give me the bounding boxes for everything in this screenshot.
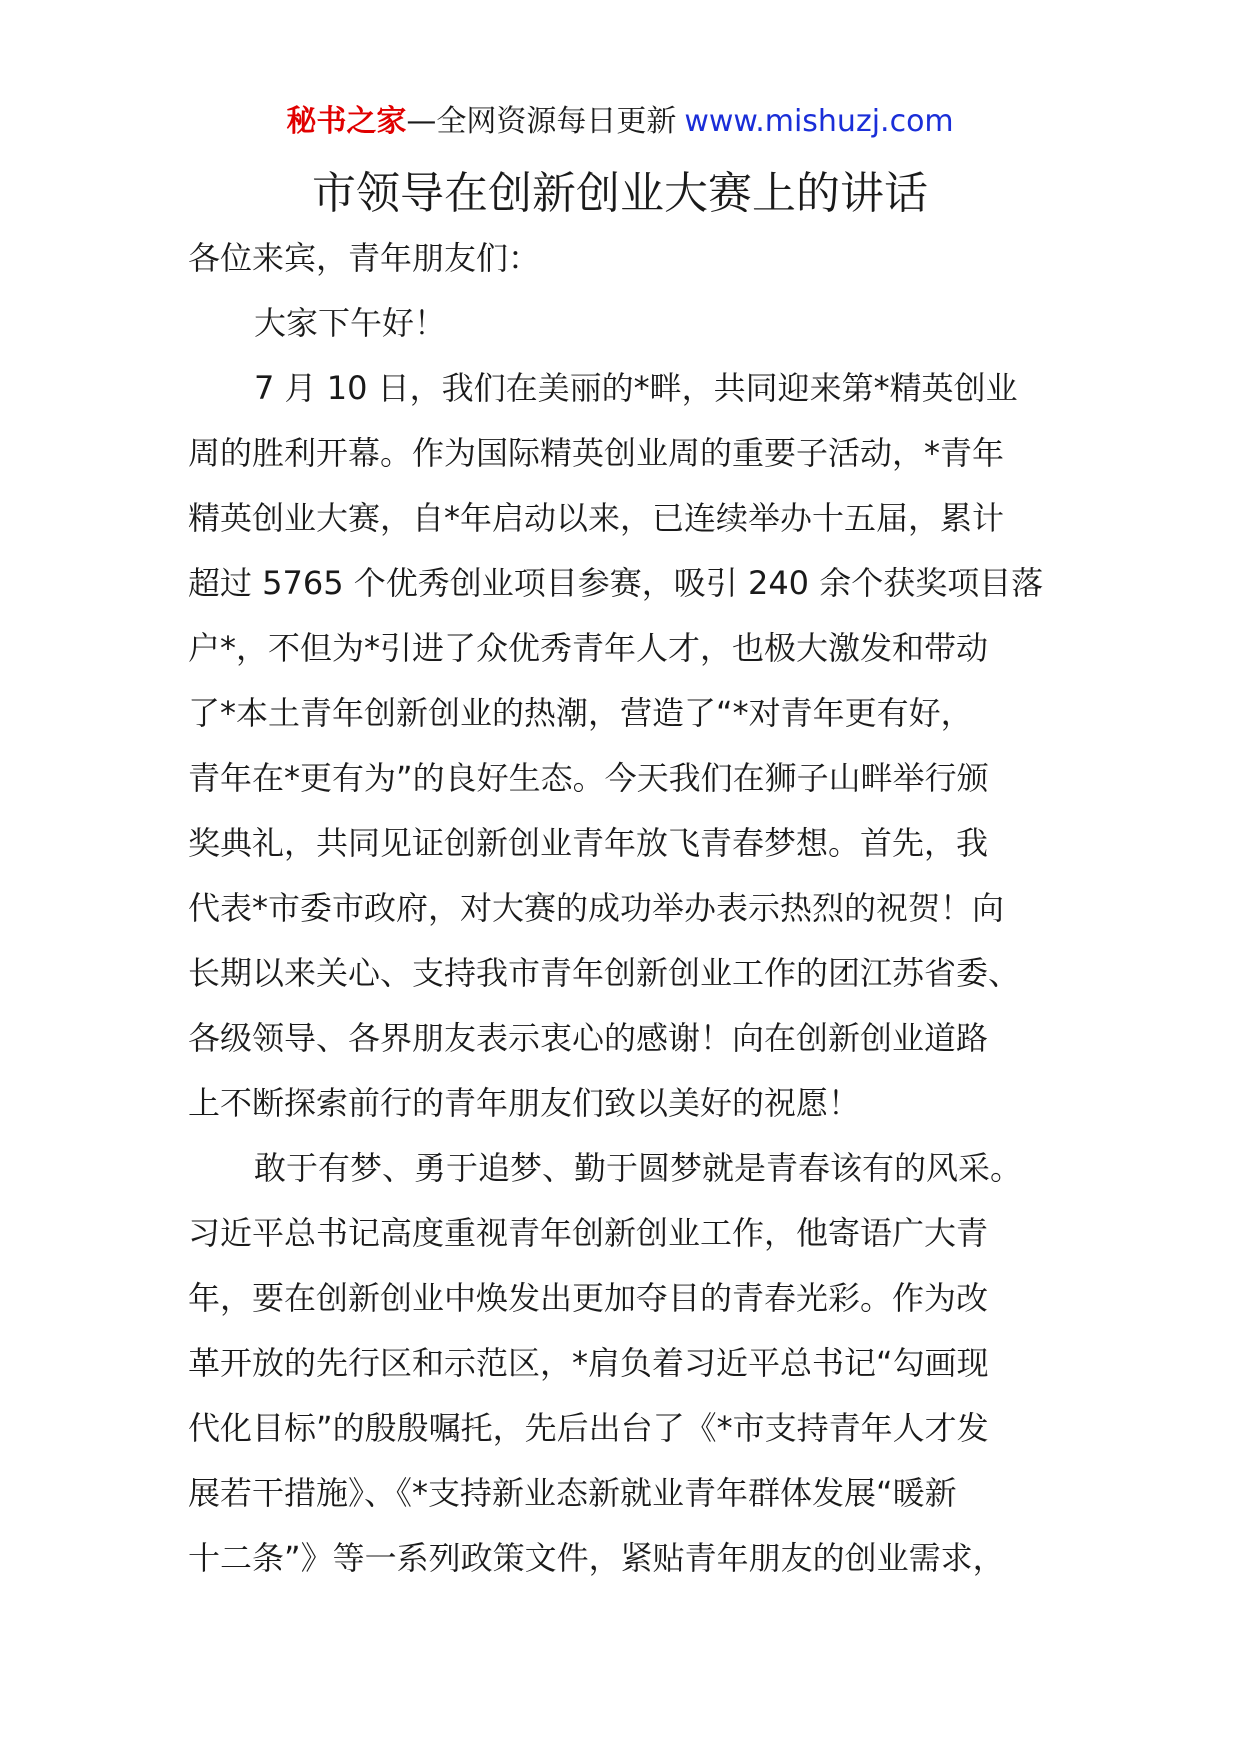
paragraph-line: 十二条”》等一系列政策文件，紧贴青年朋友的创业需求， (188, 1539, 1005, 1577)
site-tagline: —全网资源每日更新 (406, 104, 677, 139)
paragraph-line: 青年在*更有为”的良好生态。今天我们在狮子山畔举行颁 (188, 759, 989, 797)
paragraph-line: 革开放的先行区和示范区，*肩负着习近平总书记“勾画现 (188, 1344, 989, 1382)
paragraph-line: 上不断探索前行的青年朋友们致以美好的祝愿！ (188, 1084, 861, 1122)
paragraph-line: 了*本土青年创新创业的热潮，营造了“*对青年更有好， (188, 694, 973, 732)
paragraph-line: 精英创业大赛，自*年启动以来，已连续举办十五届，累计 (188, 499, 1005, 537)
document-title: 市领导在创新创业大赛上的讲话 (312, 168, 928, 219)
salutation-line: 各位来宾，青年朋友们： (188, 239, 541, 277)
paragraph-line: 7 月 10 日，我们在美丽的*畔，共同迎来第*精英创业 (254, 369, 1018, 407)
site-header (0, 100, 1240, 144)
paragraph-line: 周的胜利开幕。作为国际精英创业周的重要子活动，*青年 (188, 434, 1005, 472)
paragraph-line: 奖典礼，共同见证创新创业青年放飞青春梦想。首先，我 (188, 824, 989, 862)
document-body (188, 226, 1068, 1591)
paragraph-line: 习近平总书记高度重视青年创新创业工作，他寄语广大青 (188, 1214, 989, 1252)
site-brand: 秘书之家 (286, 104, 407, 139)
paragraph-line: 代化目标”的殷殷嘱托，先后出台了《*市支持青年人才发 (188, 1409, 989, 1447)
paragraph-line: 户*，不但为*引进了众优秀青年人才，也极大激发和带动 (188, 629, 989, 667)
paragraph-line: 长期以来关心、支持我市青年创新创业工作的团江苏省委、 (188, 954, 1021, 992)
paragraph-line: 代表*市委市政府，对大赛的成功举办表示热烈的祝贺！向 (188, 889, 1005, 927)
site-url[interactable]: www.mishuzj.com (684, 104, 954, 139)
paragraph-line: 超过 5765 个优秀创业项目参赛，吸引 240 余个获奖项目落 (188, 564, 1044, 602)
greeting-line: 大家下午好！ (254, 304, 447, 342)
paragraph-line: 展若干措施》、《*支持新业态新就业青年群体发展“暖新 (188, 1474, 957, 1512)
paragraph-line: 各级领导、各界朋友表示衷心的感谢！向在创新创业道路 (188, 1019, 989, 1057)
paragraph-line: 年，要在创新创业中焕发出更加夺目的青春光彩。作为改 (188, 1279, 989, 1317)
paragraph-line: 敢于有梦、勇于追梦、勤于圆梦就是青春该有的风采。 (254, 1149, 1023, 1187)
